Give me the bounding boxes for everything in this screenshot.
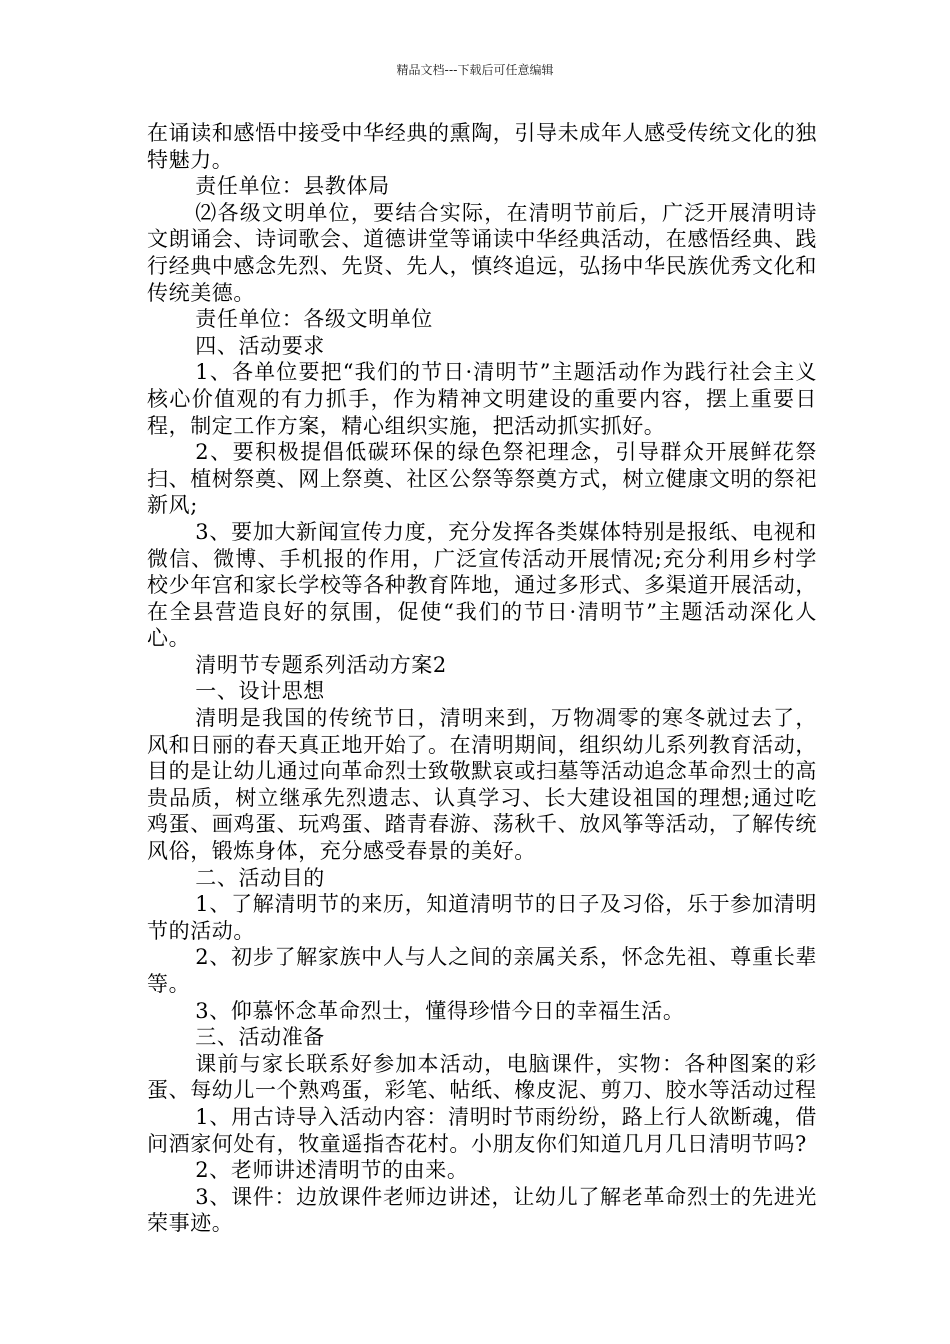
- paragraph: 责任单位：县教体局: [195, 174, 390, 199]
- paragraph: 清明是我国的传统节日，清明来到，万物凋零的寒冬就过去了，风和日丽的春天真正地开始了。在清明期间，组织幼儿系列教育活动，目的是让幼儿通过向革命烈士致敬默哀或扫墓等活动追念革命烈士的高贵品质，树立继承先烈遗志、认真学习、长大建设祖国的理想;通过吃鸡蛋、画鸡蛋、玩鸡蛋、踏青春游、荡秋千、放风筝等活动，了解传统风俗，锻炼身体，充分感受春景的美好。: [147, 706, 817, 864]
- paragraph: 2、要积极提倡低碳环保的绿色祭祀理念，引导群众开展鲜花祭扫、植树祭奠、网上祭奠、社区公祭等祭奠方式，树立健康文明的祭祀新风;: [147, 440, 817, 518]
- paragraph: 课前与家长联系好参加本活动，电脑课件，实物：各种图案的彩蛋、每幼儿一个熟鸡蛋，彩笔、帖纸、橡皮泥、剪刀、胶水等活动过程: [147, 1051, 817, 1103]
- paragraph: 3、课件：边放课件老师边讲述，让幼儿了解老革命烈士的先进光荣事迹。: [147, 1184, 817, 1236]
- paragraph: 1、用古诗导入活动内容：清明时节雨纷纷，路上行人欲断魂，借问酒家何处有，牧童遥指杏花村。小朋友你们知道几月几日清明节吗?: [147, 1104, 817, 1156]
- paragraph: 1、各单位要把“我们的节日·清明节”主题活动作为践行社会主义核心价值观的有力抓手，作为精神文明建设的重要内容，摆上重要日程，制定工作方案，精心组织实施，把活动抓实抓好。: [147, 360, 817, 438]
- paragraph: 2、老师讲述清明节的由来。: [195, 1158, 469, 1183]
- section-heading: 一、设计思想: [195, 679, 325, 704]
- paragraph: 3、要加大新闻宣传力度，充分发挥各类媒体特别是报纸、电视和微信、微博、手机报的作用，广泛宣传活动开展情况;充分利用乡村学校少年宫和家长学校等各种教育阵地，通过多形式、多渠道开展活动，在全县营造良好的氛围，促使“我们的节日·清明节”主题活动深化人心。: [147, 519, 817, 651]
- section-heading: 四、活动要求: [195, 333, 325, 358]
- paragraph: 2、初步了解家族中人与人之间的亲属关系，怀念先祖、尊重长辈等。: [147, 945, 817, 996]
- paragraph: 在诵读和感悟中接受中华经典的熏陶，引导未成年人感受传统文化的独特魅力。: [147, 121, 817, 172]
- section-heading: 三、活动准备: [195, 1025, 325, 1050]
- page-header: 精品文档---下载后可任意编辑: [396, 63, 554, 77]
- paragraph: 1、了解清明节的来历，知道清明节的日子及习俗，乐于参加清明节的活动。: [147, 892, 817, 943]
- document-body: [147, 120, 817, 1237]
- paragraph: ⑵各级文明单位，要结合实际，在清明节前后，广泛开展清明诗文朗诵会、诗词歌会、道德讲堂等诵读中华经典活动，在感悟经典、践行经典中感念先烈、先贤、先人，慎终追远，弘扬中华民族优秀文化和传统美德。: [147, 200, 817, 305]
- paragraph: 责任单位：各级文明单位: [195, 307, 433, 332]
- document-subtitle: 清明节专题系列活动方案2: [195, 652, 447, 677]
- paragraph: 3、仰慕怀念革命烈士，懂得珍惜今日的幸福生活。: [195, 998, 685, 1023]
- section-heading: 二、活动目的: [195, 865, 325, 890]
